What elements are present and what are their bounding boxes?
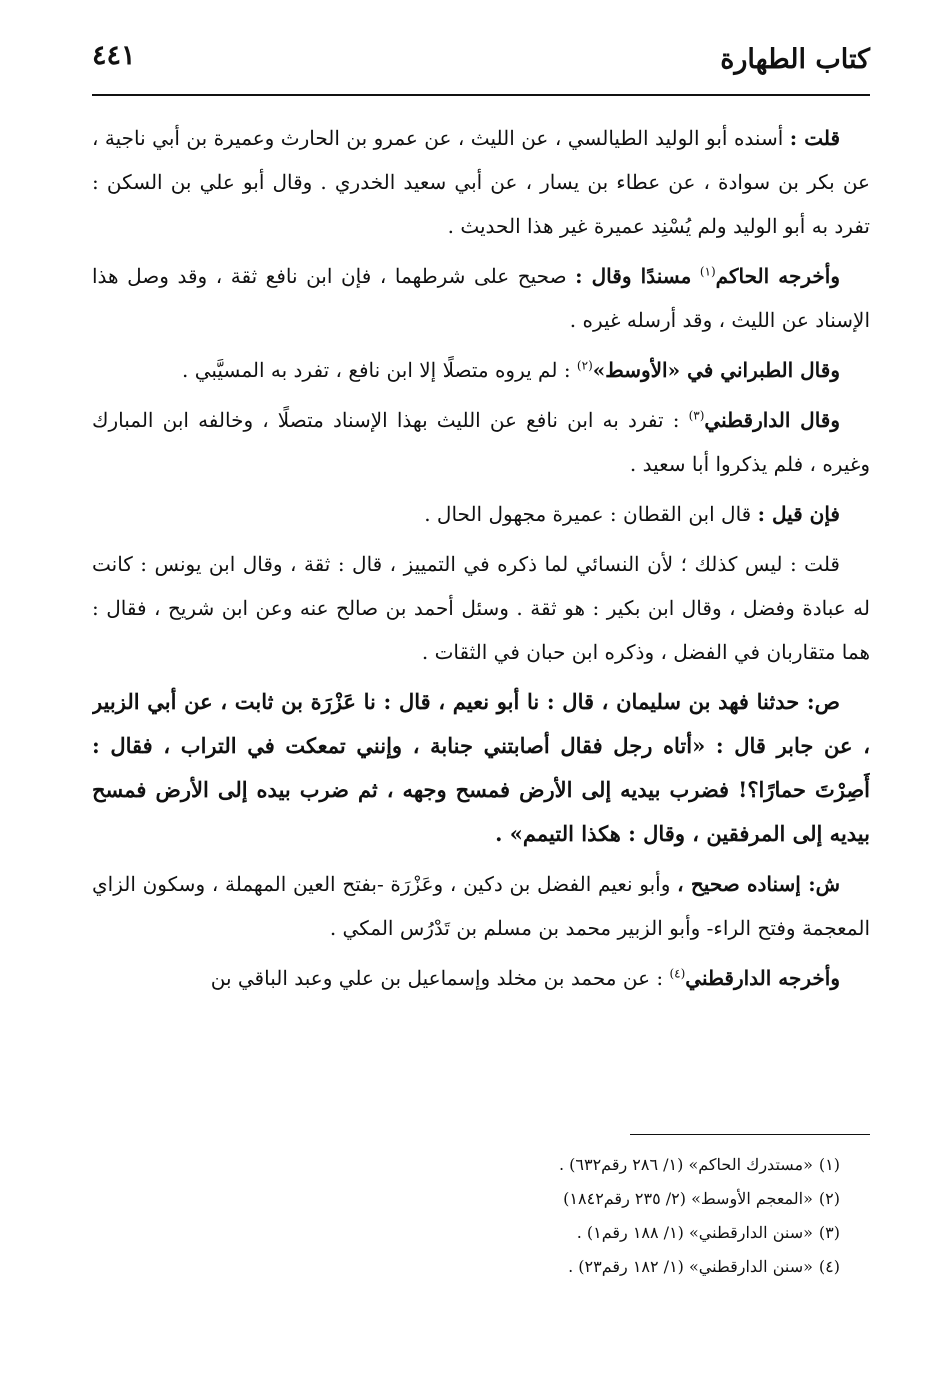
footnote-number: (٣): [818, 1223, 840, 1242]
footnote-number: (١): [818, 1155, 840, 1174]
footnote-ref[interactable]: (٢): [576, 358, 593, 373]
chapter-title: كتاب الطهارة: [720, 44, 870, 75]
footnote-ref[interactable]: (١): [699, 264, 716, 279]
paragraph-lead: وقال الطبراني في «الأوسط»: [592, 358, 840, 382]
paragraph-lead: وقال الدارقطني: [704, 408, 841, 432]
footnote-text: «سنن الدارقطني» (١/ ١٨٨ رقم١) .: [576, 1223, 813, 1242]
paragraph-lead: فإن قيل :: [757, 502, 840, 526]
paragraph-text: : عن محمد بن مخلد وإسماعيل بن علي وعبد الباقي بن: [210, 966, 664, 990]
footnote-divider: [630, 1134, 870, 1135]
paragraph-6: [92, 542, 870, 674]
footnote-text: «مستدرك الحاكم» (١/ ٢٨٦ رقم٦٣٢) .: [558, 1155, 813, 1174]
footnotes: [140, 1148, 840, 1284]
paragraph-text: قال ابن القطان : عميرة مجهول الحال .: [424, 502, 752, 526]
paragraph-8: [92, 862, 870, 950]
hadith-text: [92, 680, 870, 856]
paragraph-lead-2: مسندًا وقال :: [575, 264, 692, 288]
main-text: [92, 116, 870, 1116]
paragraph-text: ص: حدثنا فهد بن سليمان ، قال : نا أبو نعيم ، قال : نا عَزْرَة بن ثابت ، عن أبي الزبير ، عن جابر قال : «أتاه رجل فقال أصابتني جنابة ، وإنني تمعكت في التراب ، فقال : أَصِرْتَ حمارًا؟! فضرب بيديه إلى الأرض فمسح وجهه ، ثم ضرب بيده إلى الأرض فمسح بيديه إلى المرفقين ، وقال : هكذا التيمم» .: [92, 689, 870, 846]
paragraph-text: أسنده أبو الوليد الطيالسي ، عن الليث ، عن عمرو بن الحارث وعميرة بن أبي ناجية ، عن بكر بن سوادة ، عن عطاء بن يسار ، عن أبي سعيد الخدري . وقال أبو علي بن السكن : تفرد به أبو الوليد ولم يُسْنِد عميرة غير هذا الحديث .: [92, 126, 870, 238]
paragraph-text: : لم يروه متصلًا إلا ابن نافع ، تفرد به المسيَّبي .: [182, 358, 571, 382]
page-number: ٤٤١: [92, 40, 136, 71]
paragraph-lead: قلت :: [789, 126, 841, 150]
paragraph-3: [92, 348, 870, 392]
footnote-number: (٢): [818, 1189, 840, 1208]
paragraph-4: [92, 398, 870, 486]
paragraph-2: [92, 254, 870, 342]
paragraph-lead: وأخرجه الحاكم: [715, 264, 841, 288]
paragraph-text: صحيح على شرطهما ، فإن ابن نافع ثقة ، وقد وصل هذا الإسناد عن الليث ، وقد أرسله غيره .: [92, 264, 870, 332]
paragraph-lead: وأخرجه الدارقطني: [685, 966, 840, 990]
footnote-ref[interactable]: (٣): [688, 408, 705, 423]
paragraph-text: وأبو نعيم الفضل بن دكين ، وعَزْرَة -بفتح العين المهملة ، وسكون الزاي المعجمة وفتح الراء- وأبو الزبير محمد بن مسلم بن تَدْرُس المكي .: [92, 872, 870, 940]
footnote-text: «سنن الدارقطني» (١/ ١٨٢ رقم٢٣) .: [568, 1257, 813, 1276]
paragraph-9: [92, 956, 870, 1000]
paragraph-1: [92, 116, 870, 248]
footnote-2: [140, 1182, 840, 1216]
footnote-1: [140, 1148, 840, 1182]
paragraph-text: قلت : ليس كذلك ؛ لأن النسائي لما ذكره في التمييز ، قال : ثقة ، وقال ابن يونس : كانت له عبادة وفضل ، وقال ابن بكير : هو ثقة . وسئل أحمد بن صالح عنه وعن ابن شريح ، فقال : هما متقاربان في الفضل ، وذكره ابن حبان في الثقات .: [92, 552, 870, 664]
paragraph-text: : تفرد به ابن نافع عن الليث بهذا الإسناد متصلًا ، وخالفه ابن المبارك وغيره ، فلم يذكروا أبا سعيد .: [92, 408, 870, 476]
running-header: [92, 38, 870, 86]
paragraph-5: [92, 492, 870, 536]
paragraph-lead: ش: إسناده صحيح ،: [677, 872, 840, 896]
header-divider: [92, 94, 870, 96]
footnote-ref[interactable]: (٤): [669, 966, 686, 981]
footnote-4: [140, 1250, 840, 1284]
footnote-number: (٤): [818, 1257, 840, 1276]
footnote-3: [140, 1216, 840, 1250]
footnote-text: «المعجم الأوسط» (٢/ ٢٣٥ رقم١٨٤٢): [563, 1189, 813, 1208]
